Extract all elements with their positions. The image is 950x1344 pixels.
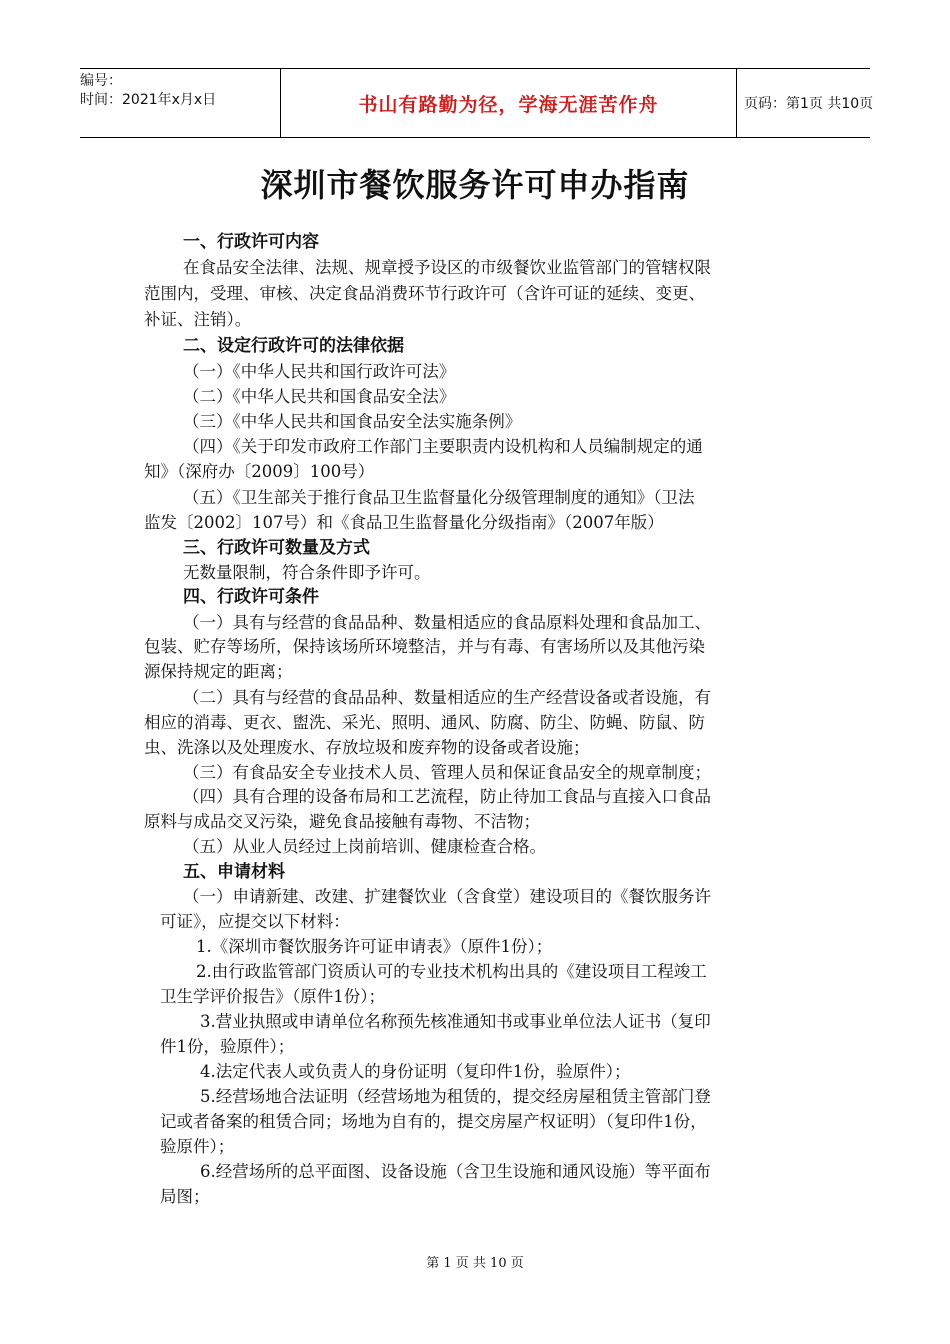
header-meta (80, 69, 280, 140)
body-line: 件1份，验原件）； (160, 1037, 295, 1056)
section-heading: 三、行政许可数量及方式 (183, 538, 370, 558)
page-footer: 第 1 页 共 10 页 (426, 1256, 524, 1271)
body-line: 监发〔2002〕107号）和《食品卫生监督量化分级指南》（2007年版） (144, 513, 664, 532)
body-line: （三）《中华人民共和国食品安全法实施条例》 (183, 412, 522, 431)
body-line: 1.《深圳市餐饮服务许可证申请表》（原件1份）； (196, 937, 553, 956)
header-page-info: 页码：第1页 共10页 (744, 96, 874, 112)
body-line: （三）有食品安全专业技术人员、管理人员和保证食品安全的规章制度； (183, 763, 711, 782)
body-line: 局图； (160, 1187, 210, 1206)
header-motto: 书山有路勤为径，学海无涯苦作舟 (280, 69, 737, 137)
body-line: 无数量限制，符合条件即予许可。 (183, 563, 431, 582)
body-line: 相应的消毒、更衣、盥洗、采光、照明、通风、防腐、防尘、防蝇、防鼠、防 (144, 713, 705, 732)
body-line: 5.经营场地合法证明（经营场地为租赁的，提交经房屋租赁主管部门登 (200, 1087, 711, 1106)
section-heading: 一、行政许可内容 (183, 232, 319, 252)
body-line: 6.经营场所的总平面图、设备设施（含卫生设施和通风设施）等平面布 (200, 1162, 711, 1181)
body-line: （一）《中华人民共和国行政许可法》 (183, 362, 456, 381)
body-line: （一）具有与经营的食品品种、数量相适应的食品原料处理和食品加工、 (183, 613, 711, 632)
section-heading: 五、申请材料 (183, 862, 285, 882)
body-line: 验原件）； (160, 1137, 235, 1156)
body-line: 虫、洗涤以及处理废水、存放垃圾和废弃物的设备或者设施； (144, 738, 590, 757)
document-date: 时间：2021年x月x日 (80, 92, 217, 108)
section-heading: 四、行政许可条件 (183, 587, 319, 607)
body-line: （五）《卫生部关于推行食品卫生监督量化分级管理制度的通知》（卫法 (183, 488, 695, 507)
body-line: 在食品安全法律、法规、规章授予设区的市级餐饮业监管部门的管辖权限 (183, 258, 711, 277)
body-line: 记或者备案的租赁合同；场地为自有的，提交房屋产权证明）（复印件1份， (160, 1112, 707, 1131)
body-line: 包装、贮存等场所，保持该场所环境整洁，并与有毒、有害场所以及其他污染 (144, 637, 705, 656)
body-line: （五）从业人员经过上岗前培训、健康检查合格。 (183, 837, 546, 856)
body-line: 范围内，受理、审核、决定食品消费环节行政许可（含许可证的延续、变更、 (144, 284, 705, 303)
body-line: 可证》，应提交以下材料： (160, 912, 350, 931)
body-line: （二）具有与经营的食品品种、数量相适应的生产经营设备或者设施，有 (183, 688, 711, 707)
section-heading: 二、设定行政许可的法律依据 (183, 336, 404, 356)
body-line: 知》（深府办〔2009〕100号） (144, 462, 375, 481)
body-line: 卫生学评价报告》（原件1份）； (160, 987, 385, 1006)
body-line: （二）《中华人民共和国食品安全法》 (183, 387, 456, 406)
document-number-label: 编号： (80, 73, 122, 89)
body-line: （一）申请新建、改建、扩建餐饮业（含食堂）建设项目的《餐饮服务许 (183, 887, 711, 906)
body-line: 3.营业执照或申请单位名称预先核准通知书或事业单位法人证书（复印 (200, 1012, 711, 1031)
page-header (80, 68, 874, 138)
document-title: 深圳市餐饮服务许可申办指南 (260, 166, 690, 204)
body-line: 补证、注销）。 (144, 310, 252, 329)
body-line: 2.由行政监管部门资质认可的专业技术机构出具的《建设项目工程竣工 (196, 962, 707, 981)
body-line: 原料与成品交叉污染，避免食品接触有毒物、不洁物； (144, 812, 540, 831)
body-line: 4.法定代表人或负责人的身份证明（复印件1份，验原件）； (200, 1062, 631, 1081)
body-line: （四）《关于印发市政府工作部门主要职责内设机构和人员编制规定的通 (183, 437, 703, 456)
body-line: （四）具有合理的设备布局和工艺流程，防止待加工食品与直接入口食品 (183, 787, 711, 806)
body-line: 源保持规定的距离； (144, 662, 293, 681)
